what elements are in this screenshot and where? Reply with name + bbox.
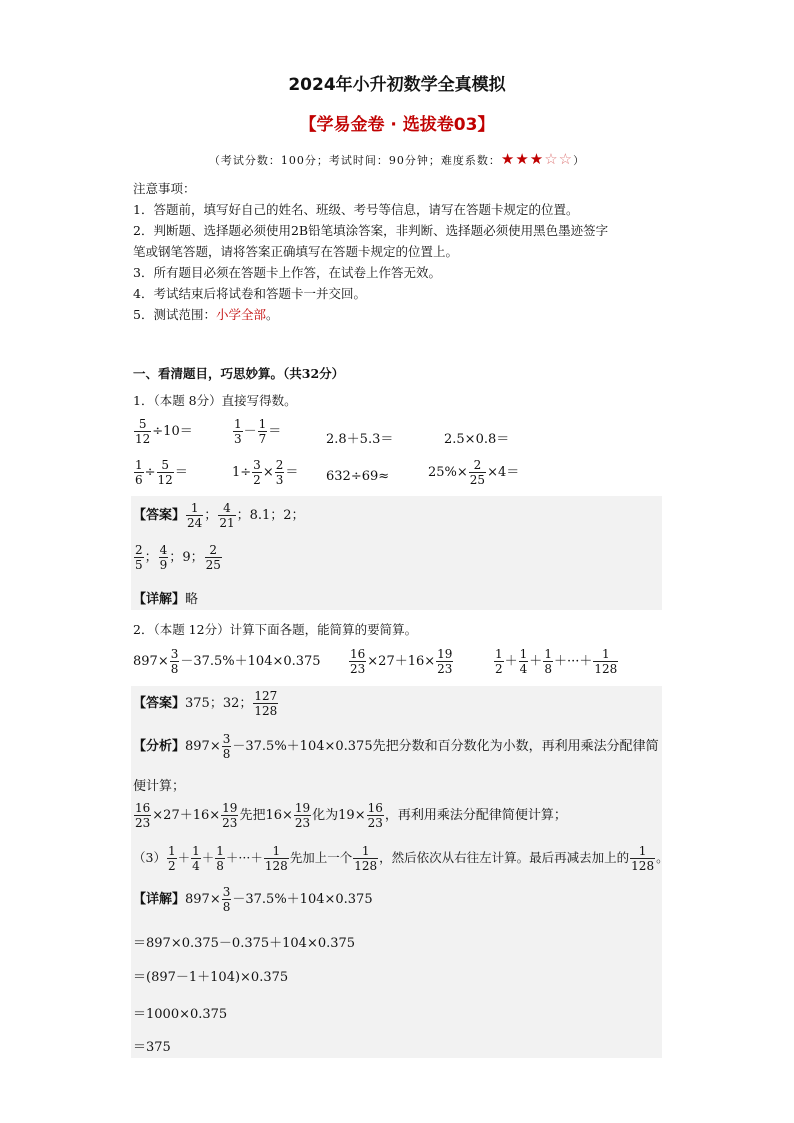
q1-expr-3: 2.8＋5.3＝: [326, 432, 394, 447]
notes-item-5: 5．测试范围：小学全部。: [133, 307, 279, 322]
star-filled-icon: ★: [515, 150, 530, 168]
q2-expr-3: $\frac{1}{2}$ ＋ $\frac{1}{4}$ ＋ $\frac{1}{8}$ ＋···＋ $\frac{1}{128}$: [495, 647, 618, 676]
notes-item-3: 3．所有题目必须在答题卡上作答，在试卷上作答无效。: [133, 265, 441, 280]
q2-analysis-2: 便计算；: [133, 779, 186, 794]
page-subtitle: 【学易金卷 · 选拔卷03】: [299, 115, 495, 135]
difficulty-stars: [500, 150, 574, 168]
star-filled-icon: ★: [529, 150, 545, 168]
q1-expr-4: 2.5×0.8＝: [444, 432, 510, 447]
notes-item-1: 1．答题前，填写好自己的姓名、班级、考号等信息，请写在答题卡规定的位置。: [133, 202, 579, 217]
q1-detail: 【详解】略: [133, 592, 199, 607]
q1-expr-8: 25%× $\frac{2}{25}$ ×4＝: [428, 458, 520, 487]
q2-step-4: ＝375: [133, 1040, 171, 1055]
q2-answer: 【答案】375；32； $\frac{127}{128}$: [133, 689, 278, 718]
q2-expr-1: 897× $\frac{3}{8}$ －37.5%＋104×0.375: [133, 647, 321, 676]
notes-item-4: 4．考试结束后将试卷和答题卡一并交回。: [133, 286, 366, 301]
q2-step-1: ＝897×0.375－0.375＋104×0.375: [133, 936, 356, 951]
q2-step-2: ＝(897－1＋104)×0.375: [133, 970, 289, 985]
meta-prefix: （考试分数：100分；考试时间：90分钟；难度系数：: [208, 154, 501, 167]
q1-expr-5: $\frac{1}{6}$ ÷ $\frac{5}{12}$ ＝: [135, 458, 188, 487]
q2-step-3: ＝1000×0.375: [133, 1007, 228, 1022]
exam-meta: [0, 150, 794, 168]
star-empty-icon: ☆: [558, 150, 574, 168]
meta-suffix: ）: [573, 154, 586, 167]
section-heading: 一、看清题目，巧思妙算。（共32分）: [133, 366, 345, 381]
notes-block: [133, 178, 673, 325]
q1-expr-7: 632÷69≈: [326, 469, 390, 484]
notes-item-2b: 笔或钢笔答题，请将答案正确填写在答题卡规定的位置上。: [133, 244, 459, 259]
q1-expr-1: $\frac{5}{12}$ ÷10＝: [135, 417, 193, 446]
q1-answer-line-2: $\frac{2}{5}$ ； $\frac{4}{9}$ ；9； $\frac{2}{25}$: [135, 543, 221, 572]
notes-item-2a: 2．判断题、选择题必须使用2B铅笔填涂答案，非判断、选择题必须使用黑色墨迹签字: [133, 223, 609, 238]
q2-expr-2: $\frac{16}{23}$ ×27＋16× $\frac{19}{23}$: [350, 647, 453, 676]
q2-detail: 【详解】897× $\frac{3}{8}$ －37.5%＋104×0.375: [133, 885, 373, 914]
star-empty-icon: ☆: [544, 150, 559, 168]
q1-answer-line-1: 【答案】 $\frac{1}{24}$ ； $\frac{4}{21}$ ；8.1；2；: [133, 501, 305, 530]
q1-expr-6: 1÷ $\frac{3}{2}$ × $\frac{2}{3}$ ＝: [232, 458, 299, 487]
q2-analysis-1: 【分析】897× $\frac{3}{8}$ －37.5%＋104×0.375先把分数和百分数化为小数，再利用乘法分配律简: [133, 732, 659, 761]
notes-heading: 注意事项：: [133, 181, 196, 196]
page-title: 2024年小升初数学全真模拟: [288, 75, 506, 95]
test-scope: 小学全部: [215, 307, 266, 322]
star-filled-icon: ★: [500, 150, 516, 168]
q2-analysis-4: （3） $\frac{1}{2}$ ＋ $\frac{1}{4}$ ＋ $\frac{1}{8}$ ＋···＋ $\frac{1}{128}$ 先加上一个 $\frac{1}{128}$ ，然后依次从右往左计算。最后再减去加上的 $\frac{1}{128}$ 。: [133, 844, 669, 873]
q1-expr-2: $\frac{1}{3}$ － $\frac{1}{7}$ ＝: [234, 417, 282, 446]
question-2-stem: 2．（本题 12分）计算下面各题，能简算的要简算。: [133, 622, 418, 637]
question-1-stem: 1．（本题 8分）直接写得数。: [133, 393, 297, 408]
q2-analysis-3: $\frac{16}{23}$ ×27＋16× $\frac{19}{23}$ 先把16× $\frac{19}{23}$ 化为19× $\frac{16}{23}$ ，再利用乘法分配律简便计算；: [135, 801, 567, 830]
